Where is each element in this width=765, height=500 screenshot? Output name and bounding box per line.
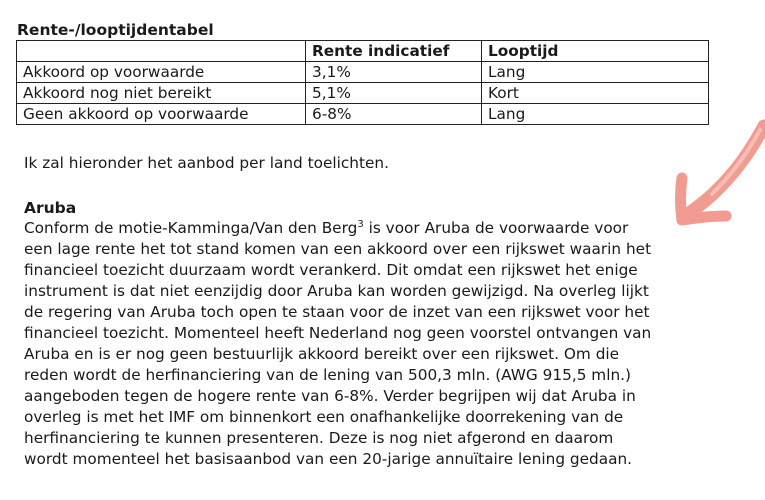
table-cell: Lang xyxy=(482,62,709,83)
table-row xyxy=(17,104,709,125)
paragraph-line: financieel toezicht. Momenteel heeft Nederland nog geen voorstel ontvangen van xyxy=(24,324,652,342)
table-cell: Akkoord op voorwaarde xyxy=(17,62,306,83)
paragraph-line xyxy=(24,218,651,239)
table-header-row xyxy=(17,41,709,62)
rate-term-table xyxy=(16,40,709,125)
paragraph-line: Aruba en is er nog geen bestuurlijk akkoord bereikt over een rijkswet. Om die xyxy=(24,345,620,363)
aruba-paragraph xyxy=(24,218,651,470)
paragraph-line: overleg is met het IMF om binnenkort een onafhankelijke doorrekening van de xyxy=(24,408,624,426)
table-row xyxy=(17,83,709,104)
table-header-cell xyxy=(17,41,306,62)
paragraph-line: instrument is dat niet eenzijdig door Aruba kan worden gewijzigd. Na overleg lijkt xyxy=(24,282,649,300)
table-title: Rente-/looptijdentabel xyxy=(17,21,214,39)
table-cell: Kort xyxy=(482,83,709,104)
paragraph-line: reden wordt de herfinanciering van de lening van 500,3 mln. (AWG 915,5 mln.) xyxy=(24,366,631,384)
paragraph-line: een lage rente het tot stand komen van een akkoord over een rijkswet waarin het xyxy=(24,240,652,258)
table-cell: Geen akkoord op voorwaarde xyxy=(17,104,306,125)
paragraph-line: wordt momenteel het basisaanbod van een 20-jarige annuïtaire lening gedaan. xyxy=(24,450,633,468)
paragraph-line: herfinanciering te kunnen presenteren. Deze is nog niet afgerond en daarom xyxy=(24,429,614,447)
table-cell: 5,1% xyxy=(306,83,482,104)
table-cell: Akkoord nog niet bereikt xyxy=(17,83,306,104)
table-cell: 6-8% xyxy=(306,104,482,125)
table-cell: Lang xyxy=(482,104,709,125)
paragraph-line-text: Conform de motie-Kamminga/Van den Berg xyxy=(24,219,358,237)
paragraph-line: de regering van Aruba toch open te staan voor de inzet van een rijkswet voor het xyxy=(24,303,650,321)
paragraph-line: financieel toezicht duurzaam wordt verankerd. Dit omdat een rijkswet het enige xyxy=(24,261,638,279)
section-heading-aruba: Aruba xyxy=(24,199,77,217)
table-header-cell: Rente indicatief xyxy=(306,41,482,62)
footnote-reference: 3 xyxy=(357,218,364,230)
table-cell: 3,1% xyxy=(306,62,482,83)
intro-paragraph: Ik zal hieronder het aanbod per land toelichten. xyxy=(24,154,389,172)
table-header-cell: Looptijd xyxy=(482,41,709,62)
hand-drawn-arrow-icon xyxy=(660,108,765,243)
paragraph-line: aangeboden tegen de hogere rente van 6-8%. Verder begrijpen wij dat Aruba in xyxy=(24,387,636,405)
table-row xyxy=(17,62,709,83)
paragraph-line-text: is voor Aruba de voorwaarde voor xyxy=(363,219,629,237)
